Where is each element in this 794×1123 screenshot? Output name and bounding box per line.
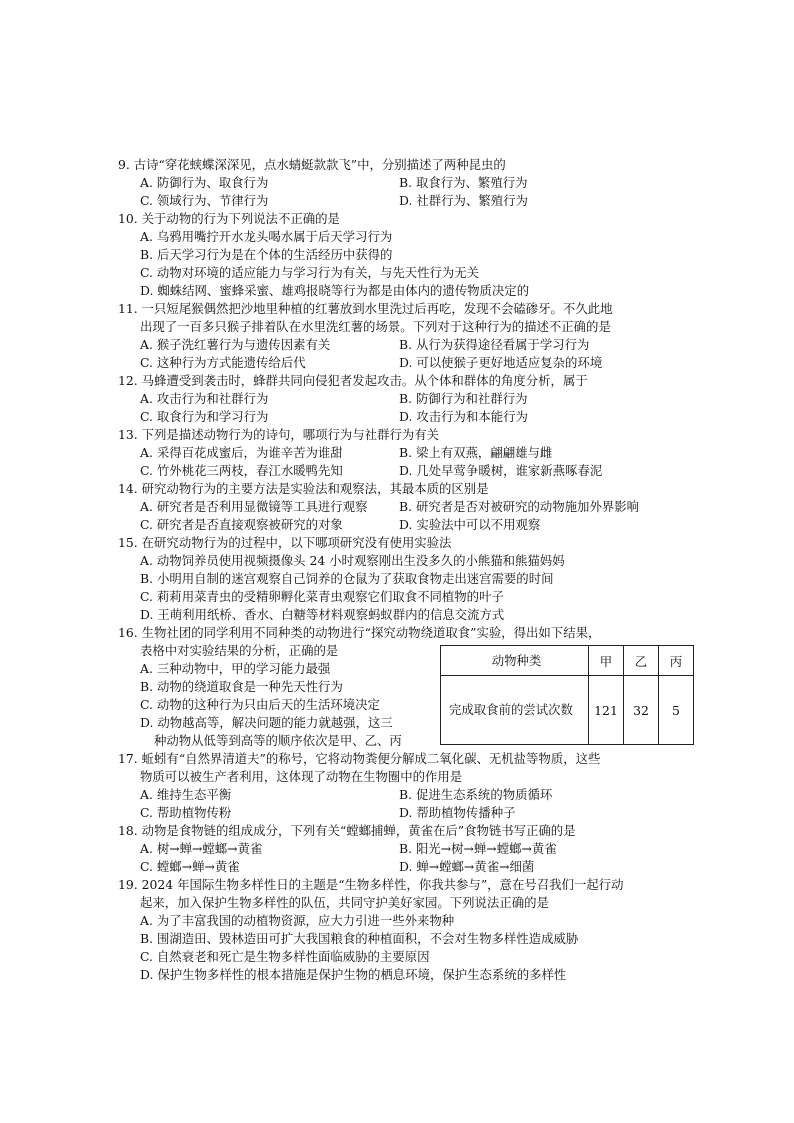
option-a: A. 攻击行为和社群行为 [140, 391, 269, 406]
option-a: A. 维持生态平衡 [140, 787, 232, 802]
question-stem-continued: 起来，加入保护生物多样性的队伍，共同守护美好家园。下列说法正确的是 [140, 895, 549, 910]
option-c: C. 取食行为和学习行为 [140, 409, 269, 424]
option-d: D. 蜘蛛结网、蜜蜂采蜜、雄鸡报晓等行为都是由体内的遗传物质决定的 [140, 283, 530, 298]
question-12 [118, 372, 698, 426]
question-stem-continued: 表格中对实验结果的分析，正确的是 [140, 643, 339, 658]
option-d: D. 保护生物多样性的根本措施是保护生物的栖息环境，保护生态系统的多样性 [140, 967, 567, 982]
option-d: D. 王萌利用纸桥、香水、白糖等材料观察蚂蚁群内的信息交流方式 [140, 607, 505, 622]
option-c: C. 研究者是否直接观察被研究的对象 [140, 517, 343, 532]
table-cell: 121 [589, 676, 624, 745]
question-stem: 9. 古诗“穿花蛱蝶深深见，点水蜻蜓款款飞”中，分别描述了两种昆虫的 [118, 157, 506, 172]
option-d: D. 蝉→螳螂→黄雀→细菌 [399, 859, 535, 874]
option-d: D. 动物越高等，解决问题的能力就越强，这三 [140, 715, 393, 730]
table-cell: 5 [659, 676, 694, 745]
question-stem: 17. 蚯蚓有“自然界清道夫”的称号，它将动物粪便分解成二氧化碳、无机盐等物质，这些 [118, 751, 601, 766]
option-a: A. 树→蝉→螳螂→黄雀 [140, 841, 263, 856]
option-c: C. 自然衰老和死亡是生物多样性面临威胁的主要原因 [140, 949, 430, 964]
question-stem-continued: 出现了一百多只猴子排着队在水里洗红薯的场景。下列对于这种行为的描述不正确的是 [140, 319, 611, 334]
option-c: C. 帮助植物传粉 [140, 805, 232, 820]
option-a: A. 采得百花成蜜后，为谁辛苦为谁甜 [140, 445, 343, 460]
question-11 [118, 300, 698, 372]
option-d: D. 可以使猴子更好地适应复杂的环境 [399, 355, 603, 370]
option-b: B. 从行为获得途径看属于学习行为 [399, 337, 590, 352]
option-b: B. 动物的绕道取食是一种先天性行为 [140, 679, 343, 694]
option-a: A. 动物饲养员使用视频摄像头 24 小时观察刚出生没多久的小熊猫和熊猫妈妈 [140, 553, 565, 568]
option-a: A. 防御行为、取食行为 [140, 175, 269, 190]
option-c: C. 螳螂→蝉→黄雀 [140, 859, 240, 874]
option-a: A. 乌鸦用嘴拧开水龙头喝水属于后天学习行为 [140, 229, 393, 244]
option-d: D. 实验法中可以不用观察 [399, 517, 541, 532]
question-17 [118, 750, 698, 822]
table-cell: 完成取食前的尝试次数 [441, 676, 589, 745]
question-stem: 18. 动物是食物链的组成成分，下列有关“螳螂捕蝉，黄雀在后”食物链书写正确的是 [118, 823, 576, 838]
question-stem: 16. 生物社团的同学利用不同种类的动物进行“探究动物绕道取食”实验，得出如下结果， [118, 625, 601, 640]
question-stem-continued: 物质可以被生产者利用，这体现了动物在生物圈中的作用是 [140, 769, 463, 784]
option-b: B. 梁上有双燕，翩翩雄与雌 [399, 445, 553, 460]
table-header-cell: 动物种类 [441, 646, 589, 676]
option-d: D. 几处早莺争暖树，谁家新燕啄春泥 [399, 463, 603, 478]
option-b: B. 小明用自制的迷宫观察自己饲养的仓鼠为了获取食物走出迷宫需要的时间 [140, 571, 554, 586]
option-d: D. 社群行为、繁殖行为 [399, 193, 528, 208]
option-b: B. 阳光→树→蝉→螳螂→黄雀 [399, 841, 557, 856]
results-table [440, 645, 694, 745]
option-c: C. 这种行为方式能遗传给后代 [140, 355, 306, 370]
option-a: A. 研究者是否利用显微镜等工具进行观察 [140, 499, 368, 514]
option-d: D. 攻击行为和本能行为 [399, 409, 528, 424]
question-stem: 19. 2024 年国际生物多样性日的主题是“生物多样性，你我共参与”，意在号召我们一起行动 [118, 877, 624, 892]
table-header-cell: 丙 [659, 646, 694, 676]
option-d: D. 帮助植物传播种子 [399, 805, 516, 820]
option-b: B. 防御行为和社群行为 [399, 391, 528, 406]
table-row [441, 676, 694, 745]
option-b: B. 取食行为、繁殖行为 [399, 175, 528, 190]
question-10 [118, 210, 698, 300]
question-9 [118, 156, 698, 210]
option-a: A. 为了丰富我国的动植物资源，应大力引进一些外来物种 [140, 913, 455, 928]
question-stem: 12. 马蜂遭受到袭击时，蜂群共同向侵犯者发起攻击。从个体和群体的角度分析，属于 [118, 373, 588, 388]
option-c: C. 莉莉用菜青虫的受精卵孵化菜青虫观察它们取食不同植物的叶子 [140, 589, 504, 604]
option-b: B. 研究者是否对被研究的动物施加外界影响 [399, 499, 640, 514]
table-header-row [441, 646, 694, 676]
option-c: C. 领域行为、节律行为 [140, 193, 269, 208]
question-14 [118, 480, 698, 534]
option-b: B. 围湖造田、毁林造田可扩大我国粮食的种植面积，不会对生物多样性造成威胁 [140, 931, 579, 946]
question-13 [118, 426, 698, 480]
exam-page [118, 156, 698, 984]
question-stem: 11. 一只短尾猴偶然把沙地里种植的红薯放到水里洗过后再吃，发现不会磕碜牙。不久此地 [118, 301, 613, 316]
question-stem: 10. 关于动物的行为下列说法不正确的是 [118, 211, 340, 226]
table-cell: 32 [624, 676, 659, 745]
option-b: B. 促进生态系统的物质循环 [399, 787, 553, 802]
option-a: A. 猴子洗红薯行为与遗传因素有关 [140, 337, 331, 352]
option-c: C. 动物对环境的适应能力与学习行为有关，与先天性行为无关 [140, 265, 480, 280]
option-a: A. 三种动物中，甲的学习能力最强 [140, 661, 331, 676]
table-header-cell: 甲 [589, 646, 624, 676]
question-stem: 14. 研究动物行为的主要方法是实验法和观察法，其最本质的区别是 [118, 481, 489, 496]
table-header-cell: 乙 [624, 646, 659, 676]
question-16 [118, 624, 698, 750]
question-18 [118, 822, 698, 876]
option-c: C. 竹外桃花三两枝，春江水暖鸭先知 [140, 463, 343, 478]
question-15 [118, 534, 698, 624]
question-19 [118, 876, 698, 984]
question-stem: 13. 下列是描述动物行为的诗句，哪项行为与社群行为有关 [118, 427, 440, 442]
option-b: B. 后天学习行为是在个体的生活经历中获得的 [140, 247, 393, 262]
question-stem: 15. 在研究动物行为的过程中，以下哪项研究没有使用实验法 [118, 535, 452, 550]
option-c: C. 动物的这种行为只由后天的生活环境决定 [140, 697, 380, 712]
option-d-continued: 种动物从低等到高等的顺序依次是甲、乙、丙 [154, 733, 402, 748]
